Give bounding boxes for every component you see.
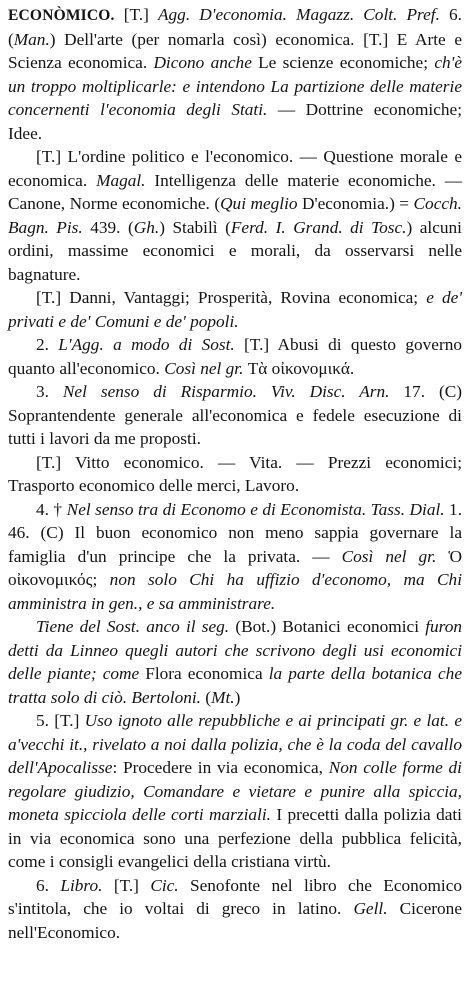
entry-sense-6: [8, 874, 462, 945]
entry-sense-2: [8, 333, 462, 380]
text-run: ) alcuni ordini, massime economici e morali, da osservarsi nelle bagnature.: [8, 217, 462, 284]
text-run: (Bot.) Botanici economici: [229, 617, 426, 636]
text-run: ) Stabilì (: [159, 217, 231, 237]
text-run: Senofonte nel libro che Economico s'intitola, che io voltai di greco in latino.: [8, 875, 463, 918]
text-run: 3.: [36, 382, 63, 401]
text-run: 6.: [36, 875, 61, 895]
italic-text-run: Agg. D'economia. Magazz. Colt. Pref.: [157, 5, 440, 24]
italic-text-run: ch'è un troppo moltiplicarle: e intendono La partizione delle materie concernenti l'economia degli Stati.: [8, 53, 462, 119]
text-run: 439. (: [82, 217, 134, 237]
text-run: [T.] Vitto economico. — Vita. — Prezzi economici; Trasporto economico delle merci, Lavoro.: [8, 452, 462, 495]
entry-definition-main: [8, 3, 462, 145]
italic-text-run: Tiene del Sost. anco il seg.: [36, 617, 230, 636]
text-run: 6. (: [8, 5, 463, 49]
italic-text-run: Mt.: [211, 687, 235, 707]
italic-text-run: Qui meglio: [220, 194, 298, 213]
text-run: 4. †: [36, 499, 67, 519]
italic-text-run: furon detti da Linneo quegli autori che scrivono degli usi economici delle piante; come: [8, 617, 462, 683]
italic-text-run: Cocch. Bagn. Pis.: [8, 194, 462, 237]
text-run: ) Dell'arte (per nomarla così) economica. [T.] E Arte e Scienza economica.: [8, 29, 462, 72]
entry-sense-3-examples: [8, 451, 462, 498]
text-run: Flora economica: [139, 664, 269, 683]
text-run: 17. (C) Soprantendente generale all'economica e fedele esecuzione di tutti i lavori da me proposti.: [8, 382, 462, 448]
text-run: [T.]: [102, 875, 151, 895]
text-run: 1. 46. (C) Il buon economico non meno sappia governare la famiglia d'un principe che la privata. —: [8, 499, 463, 566]
text-run: (: [200, 687, 212, 707]
text-run: D'economia.) =: [297, 194, 414, 213]
italic-text-run: non solo Chi ha uffizio d'economo, ma Chi amministra in gen., e sa amministrare.: [8, 570, 462, 613]
entry-sense-4-botany: [8, 615, 462, 709]
italic-text-run: Ferd. I. Grand. di Tosc.: [230, 217, 407, 237]
entry-sense-5: [8, 709, 462, 874]
italic-text-run: la parte della botanica che tratta solo di ciò. Bertoloni.: [8, 664, 462, 707]
italic-text-run: Così nel gr.: [341, 546, 437, 566]
italic-text-run: Così nel gr.: [164, 358, 244, 378]
entry-definition-economic-order: [8, 145, 462, 286]
italic-text-run: Uso ignoto alle repubbliche e ai principati gr. e lat. e a'vecchi it., rivelato a noi dalla polizia, che è la coda del cavallo dell'Apocalisse: [8, 711, 462, 777]
text-run: [T.] Abusi di questo governo quanto all'economico.: [8, 335, 463, 378]
text-run: Le scienze economiche;: [251, 53, 435, 72]
entry-sense-4: [8, 498, 462, 616]
italic-text-run: Man.: [13, 29, 50, 49]
text-run: — Dottrine economiche; Idee.: [8, 100, 462, 143]
italic-text-run: e de' privati e de' Comuni e de' popoli.: [8, 288, 463, 331]
italic-text-run: L'Agg. a modo di Sost.: [58, 335, 235, 354]
text-run: I precetti dalla polizia dati in via economica sono una perfezione della pubblica felicità, come i consigli evangelici della cristiana virtù.: [8, 805, 462, 871]
text-run: Τὰ οἰκονομικά.: [243, 358, 355, 378]
italic-text-run: Magal.: [96, 170, 146, 190]
entry-headword: ECONÒMICO.: [8, 7, 115, 24]
entry-definition-damages: [8, 286, 462, 333]
text-run: ): [234, 687, 241, 707]
text-run: Ὁ οἰκονομικός;: [8, 546, 462, 589]
text-run: [T.] L'ordine politico e l'economico. — Questione morale e economica.: [8, 147, 462, 190]
italic-text-run: Gell.: [353, 899, 388, 918]
italic-text-run: Libro.: [60, 875, 103, 895]
text-run: 2.: [36, 335, 59, 354]
text-run: [T.]: [114, 5, 158, 24]
text-run: Cicerone nell'Economico.: [8, 899, 462, 942]
text-run: [T.] Danni, Vantaggi; Prosperità, Rovina economica;: [36, 288, 427, 307]
italic-text-run: Dicono anche: [153, 53, 252, 72]
entry-sense-3: [8, 380, 462, 451]
italic-text-run: Non colle forme di regolare giudizio, Comandare e vietare e punire alla spiccia, moneta spicciola delle corti marziali.: [8, 758, 462, 824]
italic-text-run: Gh.: [133, 217, 160, 237]
italic-text-run: Nel senso tra di Economo e di Economista. Tass. Dial.: [66, 499, 445, 519]
text-run: : Procedere in via economica,: [112, 758, 329, 777]
text-run: Intelligenza delle materie economiche. — Canone, Norme economiche. (: [8, 170, 462, 213]
italic-text-run: Cic.: [150, 875, 179, 895]
text-run: 5. [T.]: [36, 711, 85, 730]
italic-text-run: Nel senso di Risparmio. Viv. Disc. Arn.: [62, 382, 390, 401]
